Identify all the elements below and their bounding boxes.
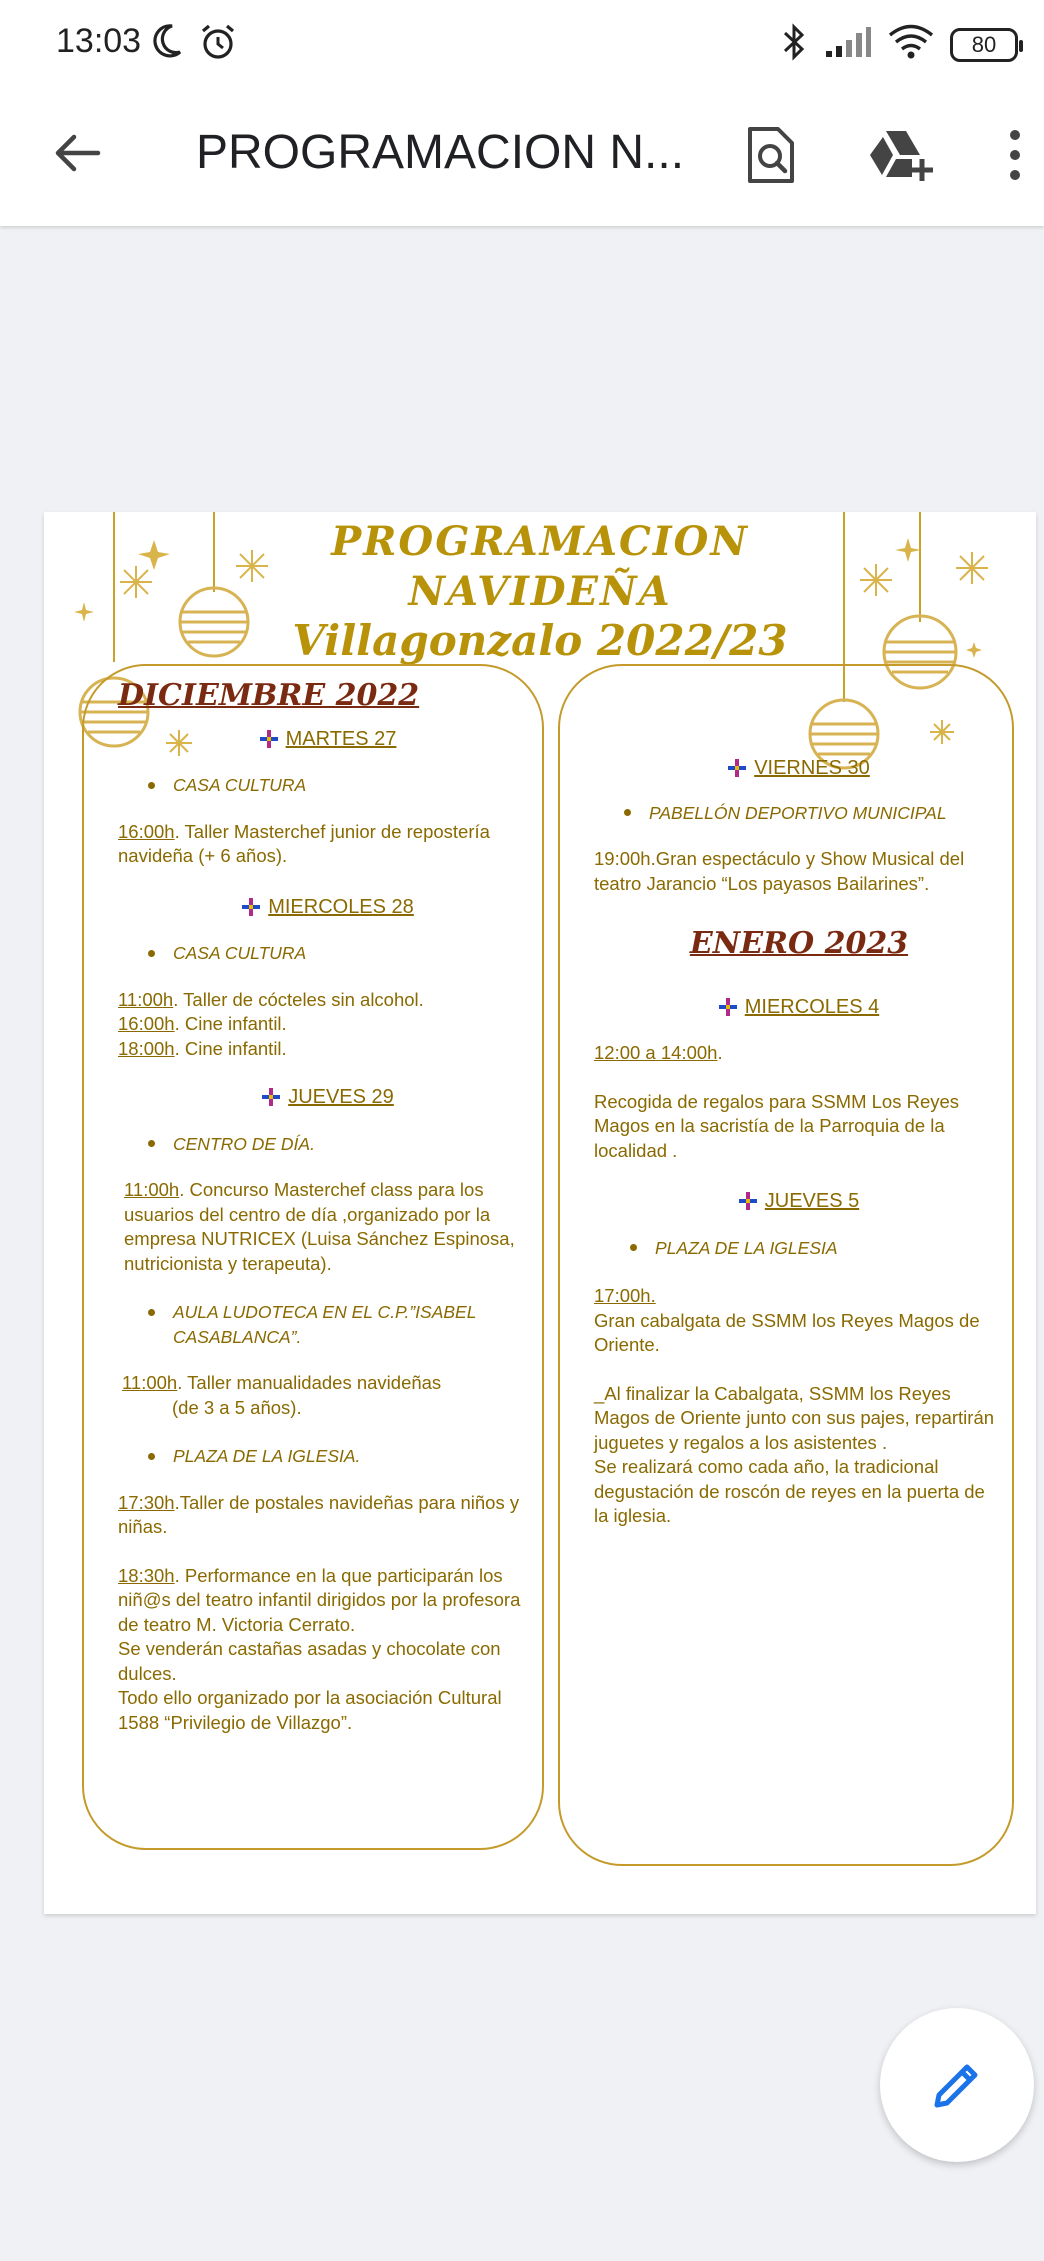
location-label: CASA CULTURA xyxy=(173,775,307,795)
event-time: 18:00h xyxy=(118,1037,175,1059)
status-icons-left xyxy=(150,22,238,67)
event-text: . Concurso Masterchef class para los usuarios del centro de día ,organizado por la empresa NUTRICEX (Luisa Sánchez Espinosa, nutricionista y terapeuta). xyxy=(124,1179,515,1274)
event-text: . Taller manualidades navideñas xyxy=(177,1372,442,1393)
doc-heading-1: PROGRAMACION xyxy=(331,518,749,565)
event-paragraph: Recogida de regalos para SSMM Los Reyes Magos en la sacristía de la Parroquia de la localidad . xyxy=(594,1090,960,1161)
event-time: 11:00h xyxy=(122,1372,178,1393)
battery-icon xyxy=(950,28,1018,62)
moon-icon xyxy=(150,22,184,67)
bullet-icon xyxy=(148,1140,155,1147)
location-item xyxy=(118,941,538,966)
location-item xyxy=(118,1132,538,1157)
cross-icon xyxy=(728,759,746,777)
day-title-jueves-29 xyxy=(118,1085,538,1110)
find-in-document-button[interactable] xyxy=(734,118,808,192)
document-page xyxy=(44,512,1036,1914)
day-title-martes-27 xyxy=(118,727,538,752)
event-paragraph: (de 3 a 5 años). xyxy=(172,1396,302,1418)
event-text: . Performance en la que participarán los niñ@s del teatro infantil dirigidos por la profesora de teatro M. Victoria Cerrato. Se venderán castañas asadas y chocolate con dulces. Todo ello organizado por la asociación Cultural 1588 “Privilegio de Villazgo”. xyxy=(118,1564,521,1733)
back-button[interactable] xyxy=(42,118,112,188)
cross-icon xyxy=(260,730,278,748)
event-paragraph xyxy=(118,1371,538,1396)
event-paragraph: _Al finalizar la Cabalgata, SSMM los Reyes Magos de Oriente junto con sus pajes, repartirán juguetes y regalos a los asistentes . Se realizará como cada año, la tradicional degustación de roscón de reyes en la puerta de la iglesia. xyxy=(594,1382,995,1526)
day-label: JUEVES 5 xyxy=(764,1190,860,1212)
location-label: PLAZA DE LA IGLESIA. xyxy=(173,1446,361,1466)
edit-button[interactable] xyxy=(880,2008,1034,2162)
doc-heading-3: Villagonzalo 2022/23 xyxy=(292,616,788,665)
day-title-miercoles-4 xyxy=(594,995,1004,1020)
event-time: 16:00h xyxy=(118,820,175,842)
status-time: 13:03 xyxy=(56,22,142,60)
cross-icon xyxy=(719,998,737,1016)
event-paragraph xyxy=(118,1178,538,1276)
app-bar xyxy=(0,86,1044,226)
cross-icon xyxy=(739,1192,757,1210)
event-paragraph xyxy=(118,1012,538,1037)
event-paragraph xyxy=(118,1037,538,1062)
cross-icon xyxy=(262,1088,280,1106)
location-label: AULA LUDOTECA EN EL C.P.”ISABEL CASABLANCA”. xyxy=(173,1302,477,1347)
drive-add-icon xyxy=(868,127,934,183)
location-item xyxy=(118,773,538,798)
event-time: 11:00h xyxy=(124,1179,180,1200)
location-item xyxy=(594,1236,1004,1261)
search-doc-icon xyxy=(746,125,796,185)
cross-icon xyxy=(242,898,260,916)
event-text: . Taller de cócteles sin alcohol. xyxy=(173,988,424,1010)
day-label: MIERCOLES 4 xyxy=(744,995,880,1018)
back-arrow-icon xyxy=(52,128,102,178)
bullet-icon xyxy=(630,1244,637,1251)
location-item xyxy=(594,801,1004,826)
bullet-icon xyxy=(148,1309,155,1316)
december-column xyxy=(118,672,538,1735)
alarm-icon xyxy=(198,22,238,67)
bullet-icon xyxy=(624,809,631,816)
day-label: VIERNES 30 xyxy=(754,757,870,779)
day-title-viernes-30 xyxy=(594,756,1004,781)
location-item xyxy=(118,1300,538,1349)
event-paragraph xyxy=(594,1284,1004,1309)
add-to-drive-button[interactable] xyxy=(864,118,938,192)
month-title-december: DICIEMBRE 2022 xyxy=(118,678,420,713)
event-time: 12:00 a 14:00h xyxy=(594,1042,718,1063)
event-paragraph xyxy=(118,988,538,1013)
battery-level: 80 xyxy=(971,31,997,57)
bullet-icon xyxy=(148,1453,155,1460)
bluetooth-icon xyxy=(780,22,808,67)
day-label: MARTES 27 xyxy=(285,727,397,750)
event-time: 17:30h xyxy=(118,1491,175,1513)
event-paragraph: 19:00h.Gran espectáculo y Show Musical del teatro Jarancio “Los payasos Bailarines”. xyxy=(594,848,965,894)
event-time: 17:00h. xyxy=(594,1285,656,1306)
event-text: .Taller de postales navideñas para niños y niñas. xyxy=(118,1491,520,1537)
event-text: . Cine infantil. xyxy=(174,1013,287,1034)
status-bar xyxy=(0,0,1044,86)
location-label: PLAZA DE LA IGLESIA xyxy=(655,1237,838,1258)
day-title-jueves-5 xyxy=(594,1189,1004,1214)
day-title-miercoles-28 xyxy=(118,895,538,920)
more-vert-icon xyxy=(1007,127,1023,183)
event-text: . xyxy=(717,1042,723,1063)
event-paragraph xyxy=(118,1564,538,1736)
location-label: CASA CULTURA xyxy=(173,943,307,963)
event-text: . Cine infantil. xyxy=(174,1037,287,1059)
month-title-january: ENERO 2023 xyxy=(689,926,909,961)
event-time: 11:00h xyxy=(118,988,174,1010)
location-label: PABELLÓN DEPORTIVO MUNICIPAL xyxy=(649,802,947,823)
day-label: MIERCOLES 28 xyxy=(268,895,414,918)
wifi-icon xyxy=(888,24,934,65)
january-column xyxy=(594,672,1004,1529)
event-paragraph xyxy=(118,820,538,869)
event-text: . Taller Masterchef junior de repostería navideña (+ 6 años). xyxy=(118,820,490,866)
bullet-icon xyxy=(148,782,155,789)
event-paragraph: Gran cabalgata de SSMM los Reyes Magos de Oriente. xyxy=(594,1309,980,1355)
event-paragraph xyxy=(118,1491,538,1540)
doc-heading-2: NAVIDEÑA xyxy=(408,568,672,615)
more-options-button[interactable] xyxy=(990,118,1040,192)
bullet-icon xyxy=(148,950,155,957)
location-item xyxy=(118,1444,538,1469)
location-label: CENTRO DE DÍA. xyxy=(173,1133,315,1154)
event-time: 16:00h xyxy=(118,1013,175,1034)
document-title: PROGRAMACION N... xyxy=(196,126,685,179)
signal-icon xyxy=(824,25,872,64)
edit-pencil-icon xyxy=(929,2057,985,2113)
event-paragraph xyxy=(594,1041,1004,1066)
day-label: JUEVES 29 xyxy=(288,1086,394,1108)
status-icons-right xyxy=(780,22,1018,67)
event-time: 18:30h xyxy=(118,1564,175,1586)
